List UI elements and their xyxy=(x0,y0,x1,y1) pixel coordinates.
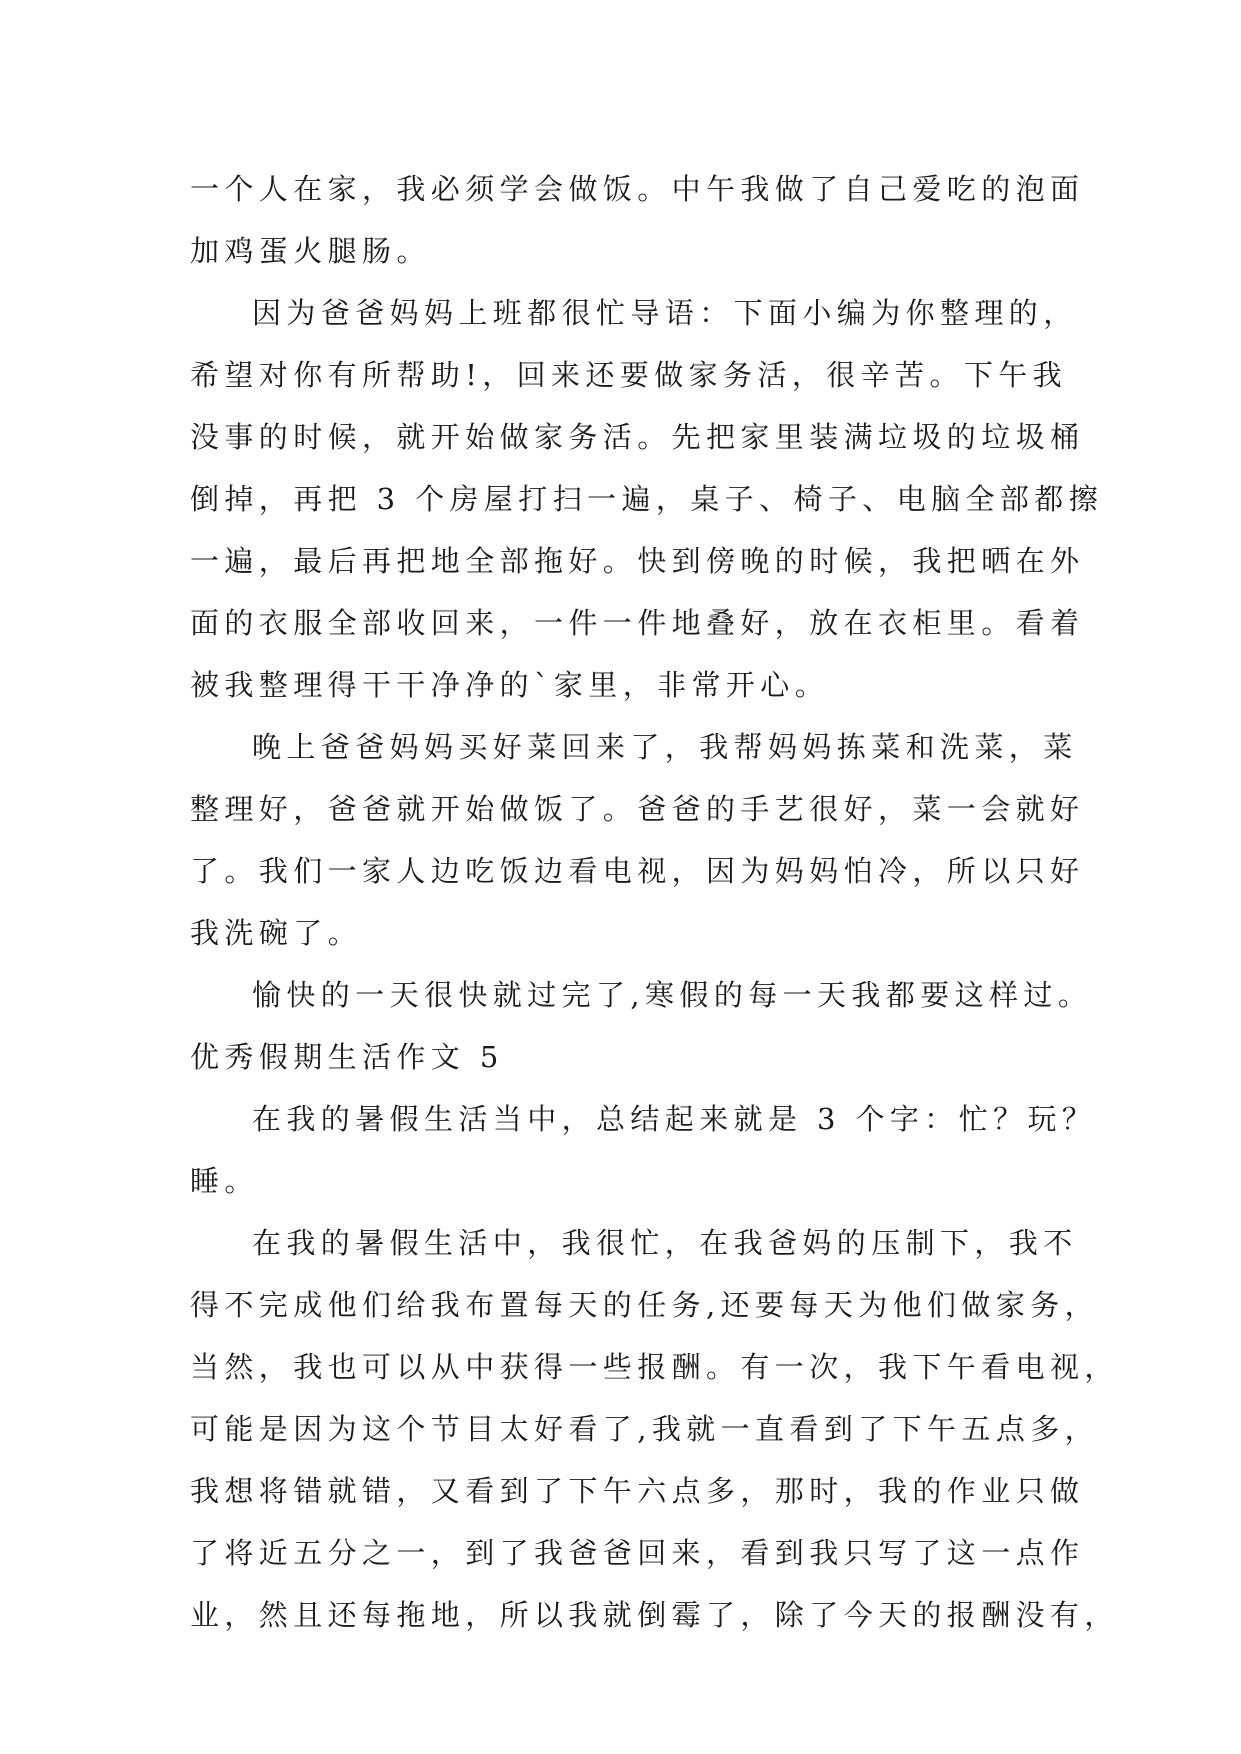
text-line-14: 愉快的一天很快就过完了,寒假的每一天我都要这样过。 xyxy=(252,978,1093,1012)
text-line-7: 一遍，最后再把地全部拖好。快到傍晚的时候，我把晒在外 xyxy=(190,544,1085,578)
text-line-20: 当然，我也可以从中获得一些报酬。有一次，我下午看电视， xyxy=(190,1350,1119,1384)
text-line-10: 晚上爸爸妈妈买好菜回来了，我帮妈妈拣菜和洗菜，菜 xyxy=(252,730,1078,764)
text-line-5: 没事的时候，就开始做家务活。先把家里装满垃圾的垃圾桶 xyxy=(190,420,1085,454)
document-page xyxy=(190,158,1119,1646)
text-line-24: 业，然且还每拖地，所以我就倒霉了，除了今天的报酬没有， xyxy=(190,1598,1119,1632)
text-line-6: 倒掉，再把 3 个房屋打扫一遍，桌子、椅子、电脑全部都擦 xyxy=(190,482,1104,516)
text-line-13: 我洗碗了。 xyxy=(190,916,363,950)
text-line-17: 睡。 xyxy=(190,1164,259,1198)
text-line-23: 了将近五分之一，到了我爸爸回来，看到我只写了这一点作 xyxy=(190,1536,1085,1570)
section-heading: 优秀假期生活作文 5 xyxy=(190,1040,504,1074)
text-line-9: 被我整理得干干净净的`家里，非常开心。 xyxy=(190,668,830,702)
text-line-4: 希望对你有所帮助!，回来还要做家务活，很辛苦。下午我 xyxy=(190,358,1068,392)
text-line-2: 加鸡蛋火腿肠。 xyxy=(190,234,431,268)
text-line-16: 在我的暑假生活当中，总结起来就是 3 个字：忙？玩？ xyxy=(252,1102,1097,1136)
text-line-3: 因为爸爸妈妈上班都很忙导语：下面小编为你整理的， xyxy=(252,296,1078,330)
text-line-18: 在我的暑假生活中，我很忙，在我爸妈的压制下，我不 xyxy=(252,1226,1078,1260)
text-line-11: 整理好，爸爸就开始做饭了。爸爸的手艺很好，菜一会就好 xyxy=(190,792,1085,826)
text-line-22: 我想将错就错，又看到了下午六点多，那时，我的作业只做 xyxy=(190,1474,1085,1508)
text-line-12: 了。我们一家人边吃饭边看电视，因为妈妈怕冷，所以只好 xyxy=(190,854,1085,888)
text-line-21: 可能是因为这个节目太好看了,我就一直看到了下午五点多， xyxy=(190,1412,1100,1446)
text-line-1: 一个人在家，我必须学会做饭。中午我做了自己爱吃的泡面 xyxy=(190,172,1085,206)
text-line-19: 得不完成他们给我布置每天的任务,还要每天为他们做家务， xyxy=(190,1288,1100,1322)
text-line-8: 面的衣服全部收回来，一件一件地叠好，放在衣柜里。看着 xyxy=(190,606,1085,640)
